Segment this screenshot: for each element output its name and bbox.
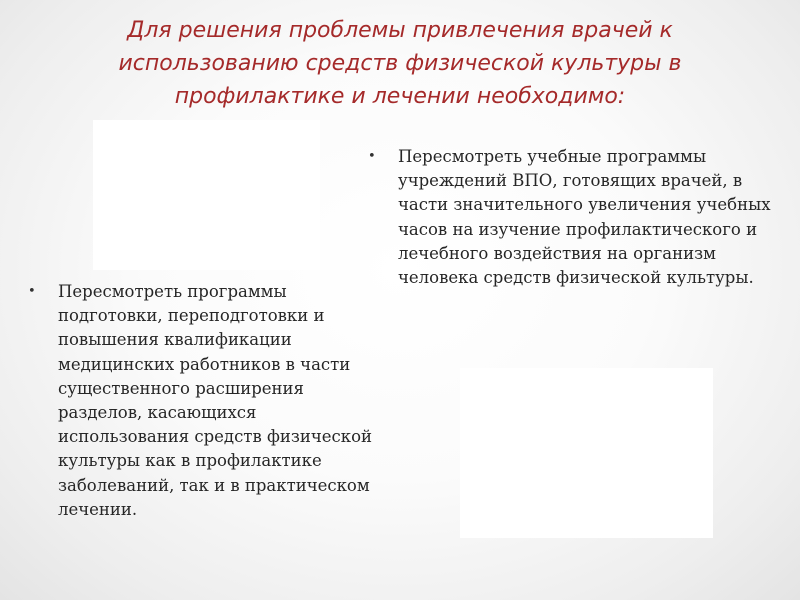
- bullet-marker: •: [368, 149, 376, 164]
- slide-title: Для решения проблемы привлечения врачей к использованию средств физической культуры в профилактике и лечении необходимо:: [118, 18, 682, 109]
- bullet-item-training-programs: [28, 280, 378, 522]
- image-placeholder-right: [460, 368, 713, 538]
- bullet-text-training-programs: Пересмотреть программы подготовки, переподготовки и повышения квалификации медицинских работников в части существенного расширения разделов, касающихся использования средств физической культуры как в профилактике заболеваний, так и в практическом лечении.: [58, 282, 373, 519]
- bullet-text-curriculum: Пересмотреть учебные программы учреждений ВПО, готовящих врачей, в части значительного увеличения учебных часов на изучение профилактического и лечебного воздействия на организм человека средств физической культуры.: [398, 147, 771, 288]
- bullet-marker: •: [28, 284, 36, 299]
- image-placeholder-left: [93, 120, 320, 270]
- bullet-item-curriculum: [368, 145, 788, 290]
